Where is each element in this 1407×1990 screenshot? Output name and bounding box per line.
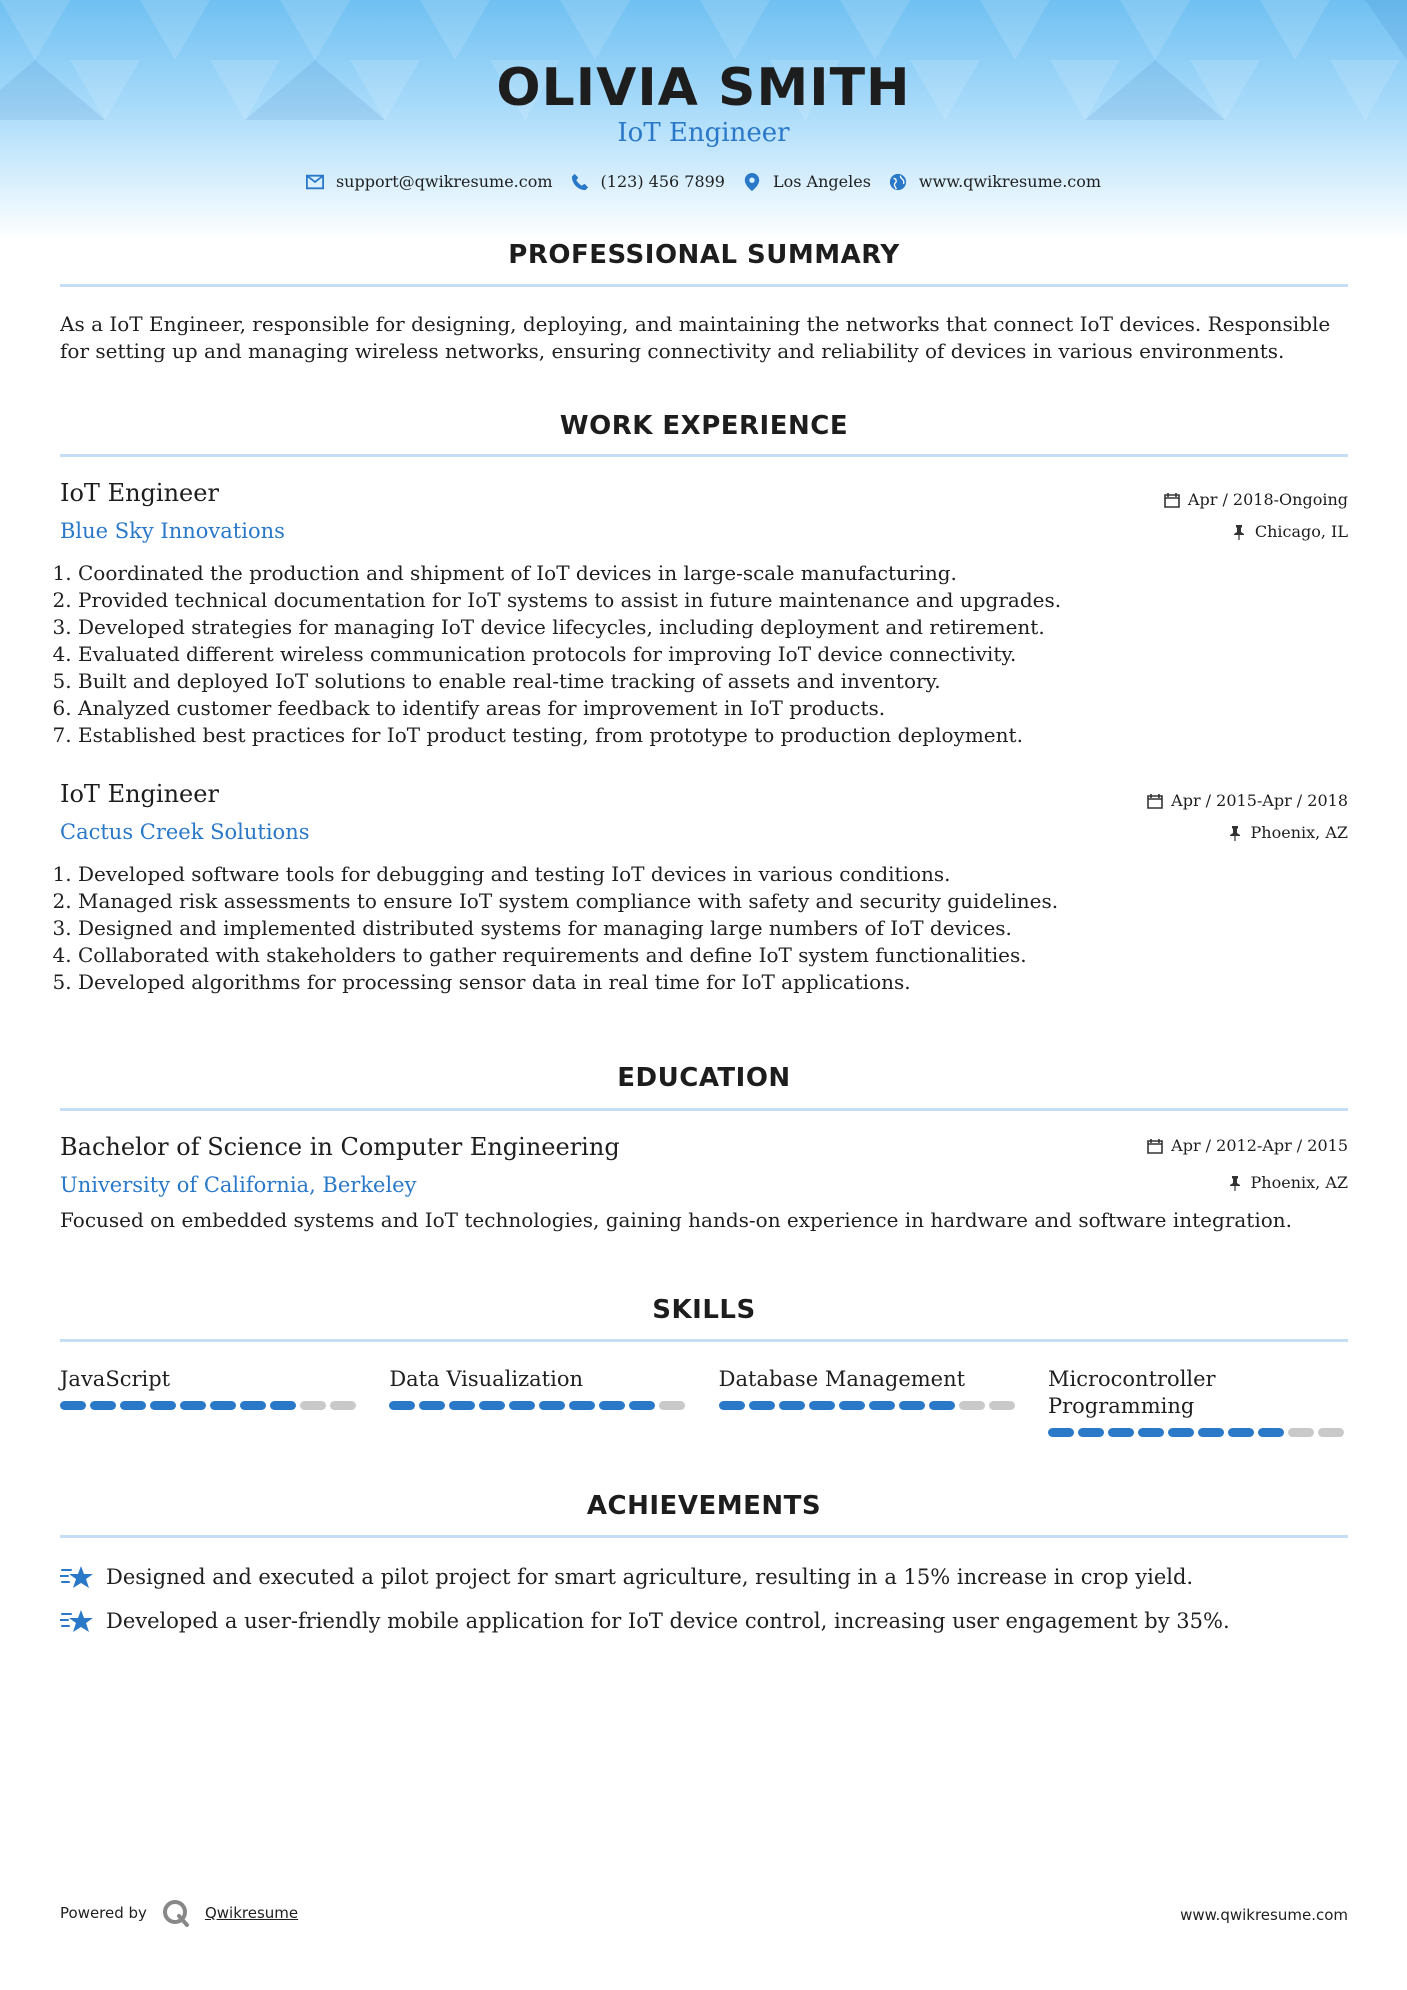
skill-dot — [509, 1401, 535, 1410]
achievement-item — [60, 1608, 1348, 1634]
skill-dot — [779, 1401, 805, 1410]
skill-dot — [1318, 1428, 1344, 1437]
job-title: IoT Engineer — [60, 780, 219, 808]
map-pin-icon — [743, 173, 761, 191]
location-text: Los Angeles — [772, 172, 871, 191]
skill-dot — [120, 1401, 146, 1410]
skill-dot — [1048, 1428, 1074, 1437]
degree-title: Bachelor of Science in Computer Engineering — [60, 1133, 620, 1161]
calendar-icon — [1147, 793, 1163, 809]
skill-dot — [809, 1401, 835, 1410]
job-bullets — [60, 560, 1328, 749]
calendar-icon — [1147, 1138, 1163, 1154]
job-location — [1231, 522, 1348, 541]
calendar-icon — [1164, 492, 1180, 508]
section-divider — [60, 1339, 1348, 1342]
skill-dot — [599, 1401, 625, 1410]
company-name: Cactus Creek Solutions — [60, 820, 310, 844]
skill-dot — [899, 1401, 925, 1410]
list-item: 3. Designed and implemented distributed systems for managing large numbers of IoT devices. — [78, 915, 1328, 942]
skill-name: Data Visualization — [389, 1367, 583, 1391]
skill-dot — [989, 1401, 1015, 1410]
skill-item — [60, 1366, 360, 1437]
school-name: University of California, Berkeley — [60, 1173, 417, 1197]
achievement-text: Developed a user-friendly mobile application for IoT device control, increasing user engagement by 35%. — [106, 1609, 1230, 1633]
skill-dot — [270, 1401, 296, 1410]
skill-dot — [90, 1401, 116, 1410]
job-title: IoT Engineer — [60, 479, 219, 507]
achievement-text: Designed and executed a pilot project for smart agriculture, resulting in a 15% increase in crop yield. — [106, 1565, 1194, 1589]
education-date-text: Apr / 2012-Apr / 2015 — [1171, 1136, 1348, 1155]
list-item: 1. Developed software tools for debugging and testing IoT devices in various conditions. — [78, 861, 1328, 888]
skill-dot — [1168, 1428, 1194, 1437]
skill-dot — [839, 1401, 865, 1410]
section-divider — [60, 1108, 1348, 1111]
skill-dot — [1258, 1428, 1284, 1437]
envelope-icon — [306, 173, 324, 191]
star-icon — [60, 1564, 94, 1590]
globe-icon — [889, 173, 907, 191]
footer-website[interactable]: www.qwikresume.com — [1180, 1906, 1348, 1924]
section-title-experience: WORK EXPERIENCE — [559, 411, 849, 441]
skill-dot — [749, 1401, 775, 1410]
powered-by-label: Powered by — [60, 1904, 147, 1922]
skill-rating — [389, 1401, 689, 1410]
skill-dot — [719, 1401, 745, 1410]
contact-email[interactable] — [306, 172, 553, 191]
section-title-achievements: ACHIEVEMENTS — [586, 1491, 822, 1521]
phone-icon — [571, 173, 589, 191]
candidate-role: IoT Engineer — [617, 118, 790, 148]
skill-dot — [959, 1401, 985, 1410]
contact-bar — [0, 172, 1407, 191]
education-location — [1227, 1173, 1348, 1192]
company-name: Blue Sky Innovations — [60, 519, 285, 543]
section-title-education: EDUCATION — [617, 1063, 791, 1093]
skill-dot — [1078, 1428, 1104, 1437]
education-date — [1147, 1136, 1348, 1155]
list-item: 3. Developed strategies for managing IoT device lifecycles, including deployment and retirement. — [78, 614, 1328, 641]
skill-dot — [419, 1401, 445, 1410]
section-divider — [60, 284, 1348, 287]
brand-link[interactable]: Qwikresume — [204, 1904, 299, 1922]
education-location-text: Phoenix, AZ — [1250, 1173, 1348, 1192]
skill-dot — [1198, 1428, 1224, 1437]
skill-dot — [180, 1401, 206, 1410]
achievement-item — [60, 1564, 1348, 1590]
list-item: 5. Built and deployed IoT solutions to enable real-time tracking of assets and inventory. — [78, 668, 1328, 695]
skill-dot — [60, 1401, 86, 1410]
job-location-text: Phoenix, AZ — [1250, 823, 1348, 842]
job-bullets — [60, 861, 1328, 996]
contact-phone[interactable] — [571, 172, 725, 191]
list-item: 2. Managed risk assessments to ensure IoT system compliance with safety and security guidelines. — [78, 888, 1328, 915]
job-location — [1227, 823, 1348, 842]
section-title-summary: PROFESSIONAL SUMMARY — [508, 240, 900, 270]
skill-name: Microcontroller Programming — [1047, 1367, 1216, 1418]
list-item: 6. Analyzed customer feedback to identify areas for improvement in IoT products. — [78, 695, 1328, 722]
list-item: 2. Provided technical documentation for IoT systems to assist in future maintenance and upgrades. — [78, 587, 1328, 614]
qwikresume-logo-icon — [161, 1898, 191, 1928]
skill-dot — [330, 1401, 356, 1410]
skill-dot — [569, 1401, 595, 1410]
education-description: Focused on embedded systems and IoT technologies, gaining hands-on experience in hardware and software integration. — [60, 1208, 1293, 1232]
summary-text: As a IoT Engineer, responsible for designing, deploying, and maintaining the networks that connect IoT devices. Responsible for setting up and managing wireless networks, ensuring connectivity and reliability of devices in various environments. — [60, 312, 1331, 363]
list-item: 4. Collaborated with stakeholders to gather requirements and define IoT system functionalities. — [78, 942, 1328, 969]
skill-dot — [210, 1401, 236, 1410]
footer-branding — [60, 1898, 298, 1928]
skill-dot — [1288, 1428, 1314, 1437]
section-divider — [60, 454, 1348, 457]
skill-dot — [300, 1401, 326, 1410]
skill-dot — [150, 1401, 176, 1410]
skill-rating — [60, 1401, 360, 1410]
skill-dot — [1138, 1428, 1164, 1437]
skill-item — [1048, 1366, 1348, 1437]
skill-dot — [1228, 1428, 1254, 1437]
list-item: 4. Evaluated different wireless communication protocols for improving IoT device connectivity. — [78, 641, 1328, 668]
list-item: 7. Established best practices for IoT product testing, from prototype to production deployment. — [78, 722, 1328, 749]
list-item: 5. Developed algorithms for processing sensor data in real time for IoT applications. — [78, 969, 1328, 996]
skill-dot — [659, 1401, 685, 1410]
job-date-text: Apr / 2015-Apr / 2018 — [1171, 791, 1348, 810]
skill-dot — [929, 1401, 955, 1410]
skill-dot — [869, 1401, 895, 1410]
job-date-text: Apr / 2018-Ongoing — [1187, 490, 1348, 509]
skill-dot — [389, 1401, 415, 1410]
pushpin-icon — [1227, 1175, 1243, 1191]
job-date — [1147, 791, 1348, 810]
job-location-text: Chicago, IL — [1254, 522, 1348, 541]
skill-item — [719, 1366, 1019, 1437]
skill-rating — [719, 1401, 1019, 1410]
email-text: support@qwikresume.com — [335, 172, 553, 191]
section-title-skills: SKILLS — [652, 1295, 756, 1325]
skills-list — [60, 1366, 1348, 1437]
job-date — [1164, 490, 1348, 509]
pushpin-icon — [1231, 524, 1247, 540]
contact-website[interactable] — [889, 172, 1101, 191]
section-divider — [60, 1535, 1348, 1538]
contact-location — [743, 172, 871, 191]
candidate-name: OLIVIA SMITH — [496, 58, 911, 118]
skill-item — [389, 1366, 689, 1437]
skill-dot — [1108, 1428, 1134, 1437]
website-text: www.qwikresume.com — [918, 172, 1102, 191]
skill-name: JavaScript — [60, 1367, 171, 1391]
star-icon — [60, 1608, 94, 1634]
list-item: 1. Coordinated the production and shipment of IoT devices in large-scale manufacturing. — [78, 560, 1328, 587]
skill-dot — [479, 1401, 505, 1410]
skill-dot — [449, 1401, 475, 1410]
skill-dot — [629, 1401, 655, 1410]
skill-rating — [1048, 1428, 1348, 1437]
skill-name: Database Management — [718, 1367, 966, 1391]
phone-text: (123) 456 7899 — [600, 172, 725, 191]
skill-dot — [240, 1401, 266, 1410]
pushpin-icon — [1227, 825, 1243, 841]
skill-dot — [539, 1401, 565, 1410]
